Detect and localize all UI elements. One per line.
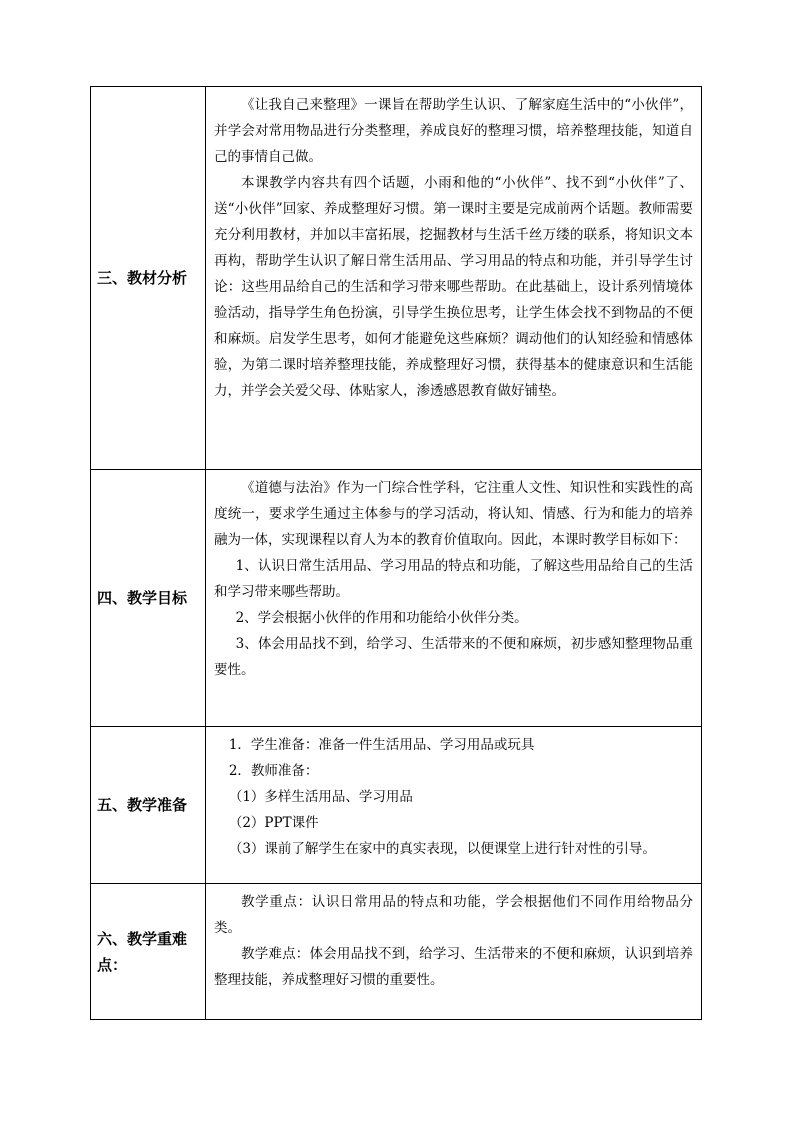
row-body-teaching-preparation [206,727,702,884]
row-body-material-analysis [206,87,702,470]
objective-item: 1、认识日常生活用品、学习用品的特点和功能，了解这些用品给自己的生活和学习带来哪些帮助。 [214,558,693,600]
objective-item: 2、学会根据小伙伴的作用和功能给小伙伴分类。 [235,610,528,626]
paragraph: 教学难点：体会用品找不到，给学习、生活带来的不便和麻烦，认识到培养整理技能，养成整理好习惯的重要性。 [214,946,693,988]
table-row-teaching-objectives [91,470,702,727]
row-body-teaching-objectives [206,470,702,727]
preparation-item: （2）PPT课件 [228,815,319,831]
paragraph: 教学重点：认识日常用品的特点和功能，学会根据他们不同作用给物品分类。 [214,894,693,936]
paragraph: 《让我自己来整理》一课旨在帮助学生认识、了解家庭生活中的“小伙伴”，并学会对常用物品进行分类整理，养成良好的整理习惯，培养整理技能，知道自己的事情自己做。 [214,97,693,165]
row-body-key-points [206,884,702,1020]
row-label-key-points: 六、教学重难点： [91,884,206,1020]
table-row-material-analysis [91,87,702,470]
row-label-teaching-objectives: 四、教学目标 [91,470,206,727]
paragraph: 本课教学内容共有四个话题，小雨和他的“小伙伴”、找不到“小伙伴”了、送“小伙伴”回家、养成整理好习惯。第一课时主要是完成前两个话题。教师需要充分利用教材，并加以丰富拓展，挖掘教材与生活千丝万缕的联系，将知识文本再构，帮助学生认识了解日常生活用品、学习用品的特点和功能，并引导学生讨论：这些用品给自己的生活和学习带来哪些帮助。在此基础上，设计系列情境体验活动，指导学生角色扮演，引导学生换位思考，让学生体会找不到物品的不便和麻烦。启发学生思考，如何才能避免这些麻烦？调动他们的认知经验和情感体验，为第二课时培养整理技能，养成整理好习惯，获得基本的健康意识和生活能力，并学会关爱父母、体贴家人，渗透感恩教育做好铺垫。 [214,175,693,399]
preparation-item: 2．教师准备： [228,763,319,779]
preparation-item: （1）多样生活用品、学习用品 [228,789,413,805]
preparation-item: （3）课前了解学生在家中的真实表现，以便课堂上进行针对性的引导。 [228,841,656,857]
lesson-plan-table [90,86,702,1020]
row-label-teaching-preparation: 五、教学准备 [91,727,206,884]
paragraph: 《道德与法治》作为一门综合性学科，它注重人文性、知识性和实践性的高度统一，要求学生通过主体参与的学习活动，将认知、情感、行为和能力的培养融为一体，实现课程以育人为本的教育价值取向。因此，本课时教学目标如下： [214,480,693,548]
objective-item: 3、体会用品找不到，给学习、生活带来的不便和麻烦，初步感知整理物品重要性。 [214,636,693,678]
table-row-key-points [91,884,702,1020]
table-row-teaching-preparation [91,727,702,884]
row-label-material-analysis: 三、教材分析 [91,87,206,470]
preparation-item: 1．学生准备：准备一件生活用品、学习用品或玩具 [228,737,535,753]
